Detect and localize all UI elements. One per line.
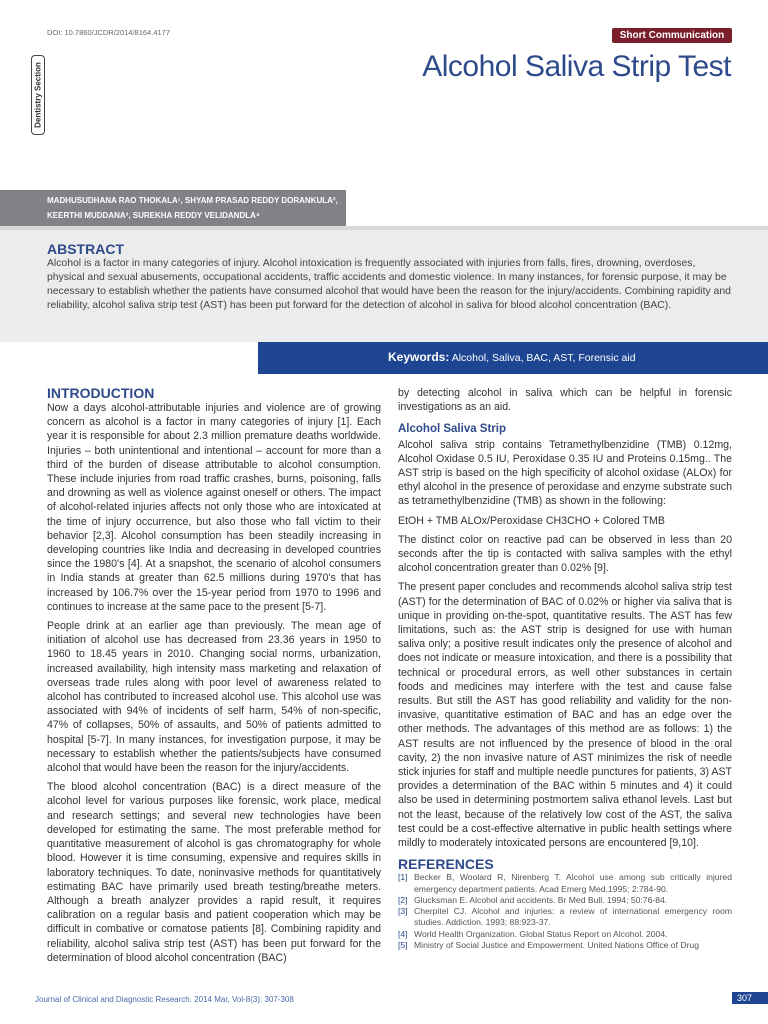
section-label <box>31 55 45 135</box>
doi: DOI: 10.7860/JCDR/2014/8164.4177 <box>47 28 170 37</box>
keywords-value: Alcohol, Saliva, BAC, AST, Forensic aid <box>451 352 636 364</box>
keywords-label: Keywords: <box>388 350 450 364</box>
right-column <box>398 386 732 951</box>
ref-number: [1] <box>398 872 408 883</box>
ref-number: [2] <box>398 894 408 905</box>
keywords-bar <box>258 342 768 374</box>
ref-text: World Health Organization. Global Status Report on Alcohol. 2004. <box>414 928 668 939</box>
ref-number: [5] <box>398 940 408 951</box>
ref-number: [3] <box>398 906 408 917</box>
authors-line: MADHUSUDHANA RAO THOKALA¹, SHYAM PRASAD REDDY DORANKULA², <box>47 196 338 205</box>
paragraph: People drink at an earlier age than previously. The mean age of initiation of alcohol use has decreased from 23.36 years in 1950 to 1960 to 18.45 years in 2010. Changing social norms, urbanization, increased availability, high intensity mass marketing and relaxation of overseas trade rules along with poor level of awareness related to alcohol has contributed to increased alcohol use. This alcohol use was associated with 94% of incidents of self harm, 54% of non-specific, 47% of collapses, 50% of assaults, and 50% of patients admitted to hospital [5-7]. In many instances, for investigation purpose, it may be necessary to establish whether the patients/subjects have consumed alcohol that would have been the reason for the injury/accidents. <box>47 620 381 775</box>
journal-footer: Journal of Clinical and Diagnostic Research. 2014 Mar, Vol-8(3): 307-308 <box>35 995 294 1004</box>
ref-text: Becker B, Woolard R, Nirenberg T. Alcohol use among sub critically injured emergency department patients. Acad Emerg Med.1995; 2:784-90. <box>414 872 732 894</box>
paragraph: Now a days alcohol-attributable injuries and violence are of growing concern as alcohol is a factor in many categories of injury [1]. Each year it is responsible for about 2.3 million premature deaths worldwide. Injuries – both unintentional and intentional – account for more than a third of the burden of disease attributable to alcohol consumption. These include injuries from road traffic crashes, burns, poisoning, falls and drowning as well as violence against oneself or others. The impact of alcohol-related injuries affects not only those who are intoxicated at the time of injury occurrence, but also those who fall victim to their behavior [2,3]. Alcohol consumption has been steadily increasing in developing countries like India and decreasing in developed countries since the 1980's [4]. At a snapshot, the scenario of alcohol consumers in India stands at greater than 62.5 millions during 1970's that has increased by 106.7% over the 15-year period from 1970 to 1996 and continues to increase at the same pace to the present [5-7]. <box>47 402 381 613</box>
ref-text: Ministry of Social Justice and Empowerment. United Nations Office of Drug <box>414 940 699 951</box>
reference-item <box>398 872 732 895</box>
introduction-heading: INTRODUCTION <box>47 385 155 401</box>
authors-line: KEERTHI MUDDANA³, SUREKHA REDDY VELIDANDLA⁴ <box>47 211 260 220</box>
reference-item <box>398 906 732 929</box>
abstract-text: Alcohol is a factor in many categories of injury. Alcohol intoxication is frequently associated with injuries from falls, fires, drowning, overdoses, physical and sexual abusements, occupational accidents, traffic accidents and domestic violence. In many instances, for forensic purpose, it may be necessary to establish whether the patients have consumed alcohol that would have been the reason for the injury/accidents. Combining rapidity and reliability, alcohol saliva strip test (AST) has been put forward for the detection of alcohol in saliva for blood alcohol concentration (BAC). <box>47 258 731 311</box>
reference-list <box>398 872 732 951</box>
ref-text: Cherpitel CJ. Alcohol and injuries: a review of international emergency room studies. Addiction. 1993; 88:923-37. <box>414 906 732 928</box>
paragraph: The blood alcohol concentration (BAC) is a direct measure of the alcohol level for various purposes like forensic, work place, medical and research settings; and several new technologies have been developed for estimating the same. The most preferable method for quantitative measurement of alcohol is gas chromatography for whole blood. However it is time consuming, expensive and requires skills in laboratory techniques. To date, noninvasive methods for quantitatively estimating BAC have primarily used breath testing/breathe meters. Although a breath analyzer provides a rapid result, it requires calibration on a regular basis and patient cooperation which may be difficult in combative or comatose patients [8]. Combining rapidity and reliability, alcohol saliva strip test (AST) has been put forward for the determination of blood alcohol concentration (BAC) <box>47 781 381 964</box>
article-type-badge: Short Communication <box>612 28 732 43</box>
reference-item <box>398 940 732 951</box>
page-number: 307 <box>732 992 768 1004</box>
left-column <box>47 385 381 970</box>
subheading: Alcohol Saliva Strip <box>398 423 506 436</box>
paragraph: Alcohol saliva strip contains Tetramethylbenzidine (TMB) 0.12mg, Alcohol Oxidase 0.5 IU, Peroxidase 0.35 IU and Proteins 0.15mg.. The AST strip is based on the high specificity of alcohol oxidase (ALOx) for ethyl alcohol in the presence of peroxidase and enzyme substrate such as tetramethylbenzidine (TMB) as shown in the following: <box>398 438 732 508</box>
equation: EtOH + TMB ALOx/Peroxidase CH3CHO + Colored TMB <box>398 514 665 527</box>
article-title: Alcohol Saliva Strip Test <box>422 50 731 83</box>
authors-bar <box>0 190 346 226</box>
abstract-heading: ABSTRACT <box>47 241 124 257</box>
paragraph: by detecting alcohol in saliva which can be helpful in forensic investigations as an aid. <box>398 387 732 414</box>
reference-item <box>398 895 732 906</box>
reference-item <box>398 929 732 940</box>
paragraph: The distinct color on reactive pad can be observed in less than 20 seconds after the tip is contacted with saliva samples with the ethyl alcohol concentration greater than 0.02% [9]. <box>398 533 732 575</box>
ref-number: [4] <box>398 928 408 939</box>
references-heading: REFERENCES <box>398 856 494 873</box>
section-text: Dentistry Section <box>33 62 43 128</box>
paragraph: The present paper concludes and recommends alcohol saliva strip test (AST) for the determination of BAC of 0.02% or higher via saliva that is unique in providing on-the-spot, quantitative results. The AST has few limitations, such as: the AST strip is designed for use with human saliva only; a positive result indicates only the presence of alcohol and does not indicate or measure intoxication, and there is a possibility that technical or procedural errors, as well other substances in certain foods and medicines may interfere with the test and cause false results. But still the AST has good reliability and validity for the non-invasive, quantitative estimation of BAC and has an edge over the other methods. The advantages of this method are as follows: 1) the AST results are not influenced by the presence of blood in the oral cavity, 2) the non invasive nature of AST minimizes the risk of needle stick injuries for staff and multiple needle punctures for patients, 3) AST provides a determination of the BAC within 5 minutes and 4) it could also be used in determining postmortem saliva ethanol levels. Last but not the least, because of the relatively low cost of the AST, the saliva test could be a cost-effective alternative in public health settings where mildly to moderately intoxicated persons are encountered [9,10]. <box>398 581 732 850</box>
ref-text: Glucksman E. Alcohol and accidents. Br Med Bull. 1994; 50:76-84. <box>414 894 668 905</box>
